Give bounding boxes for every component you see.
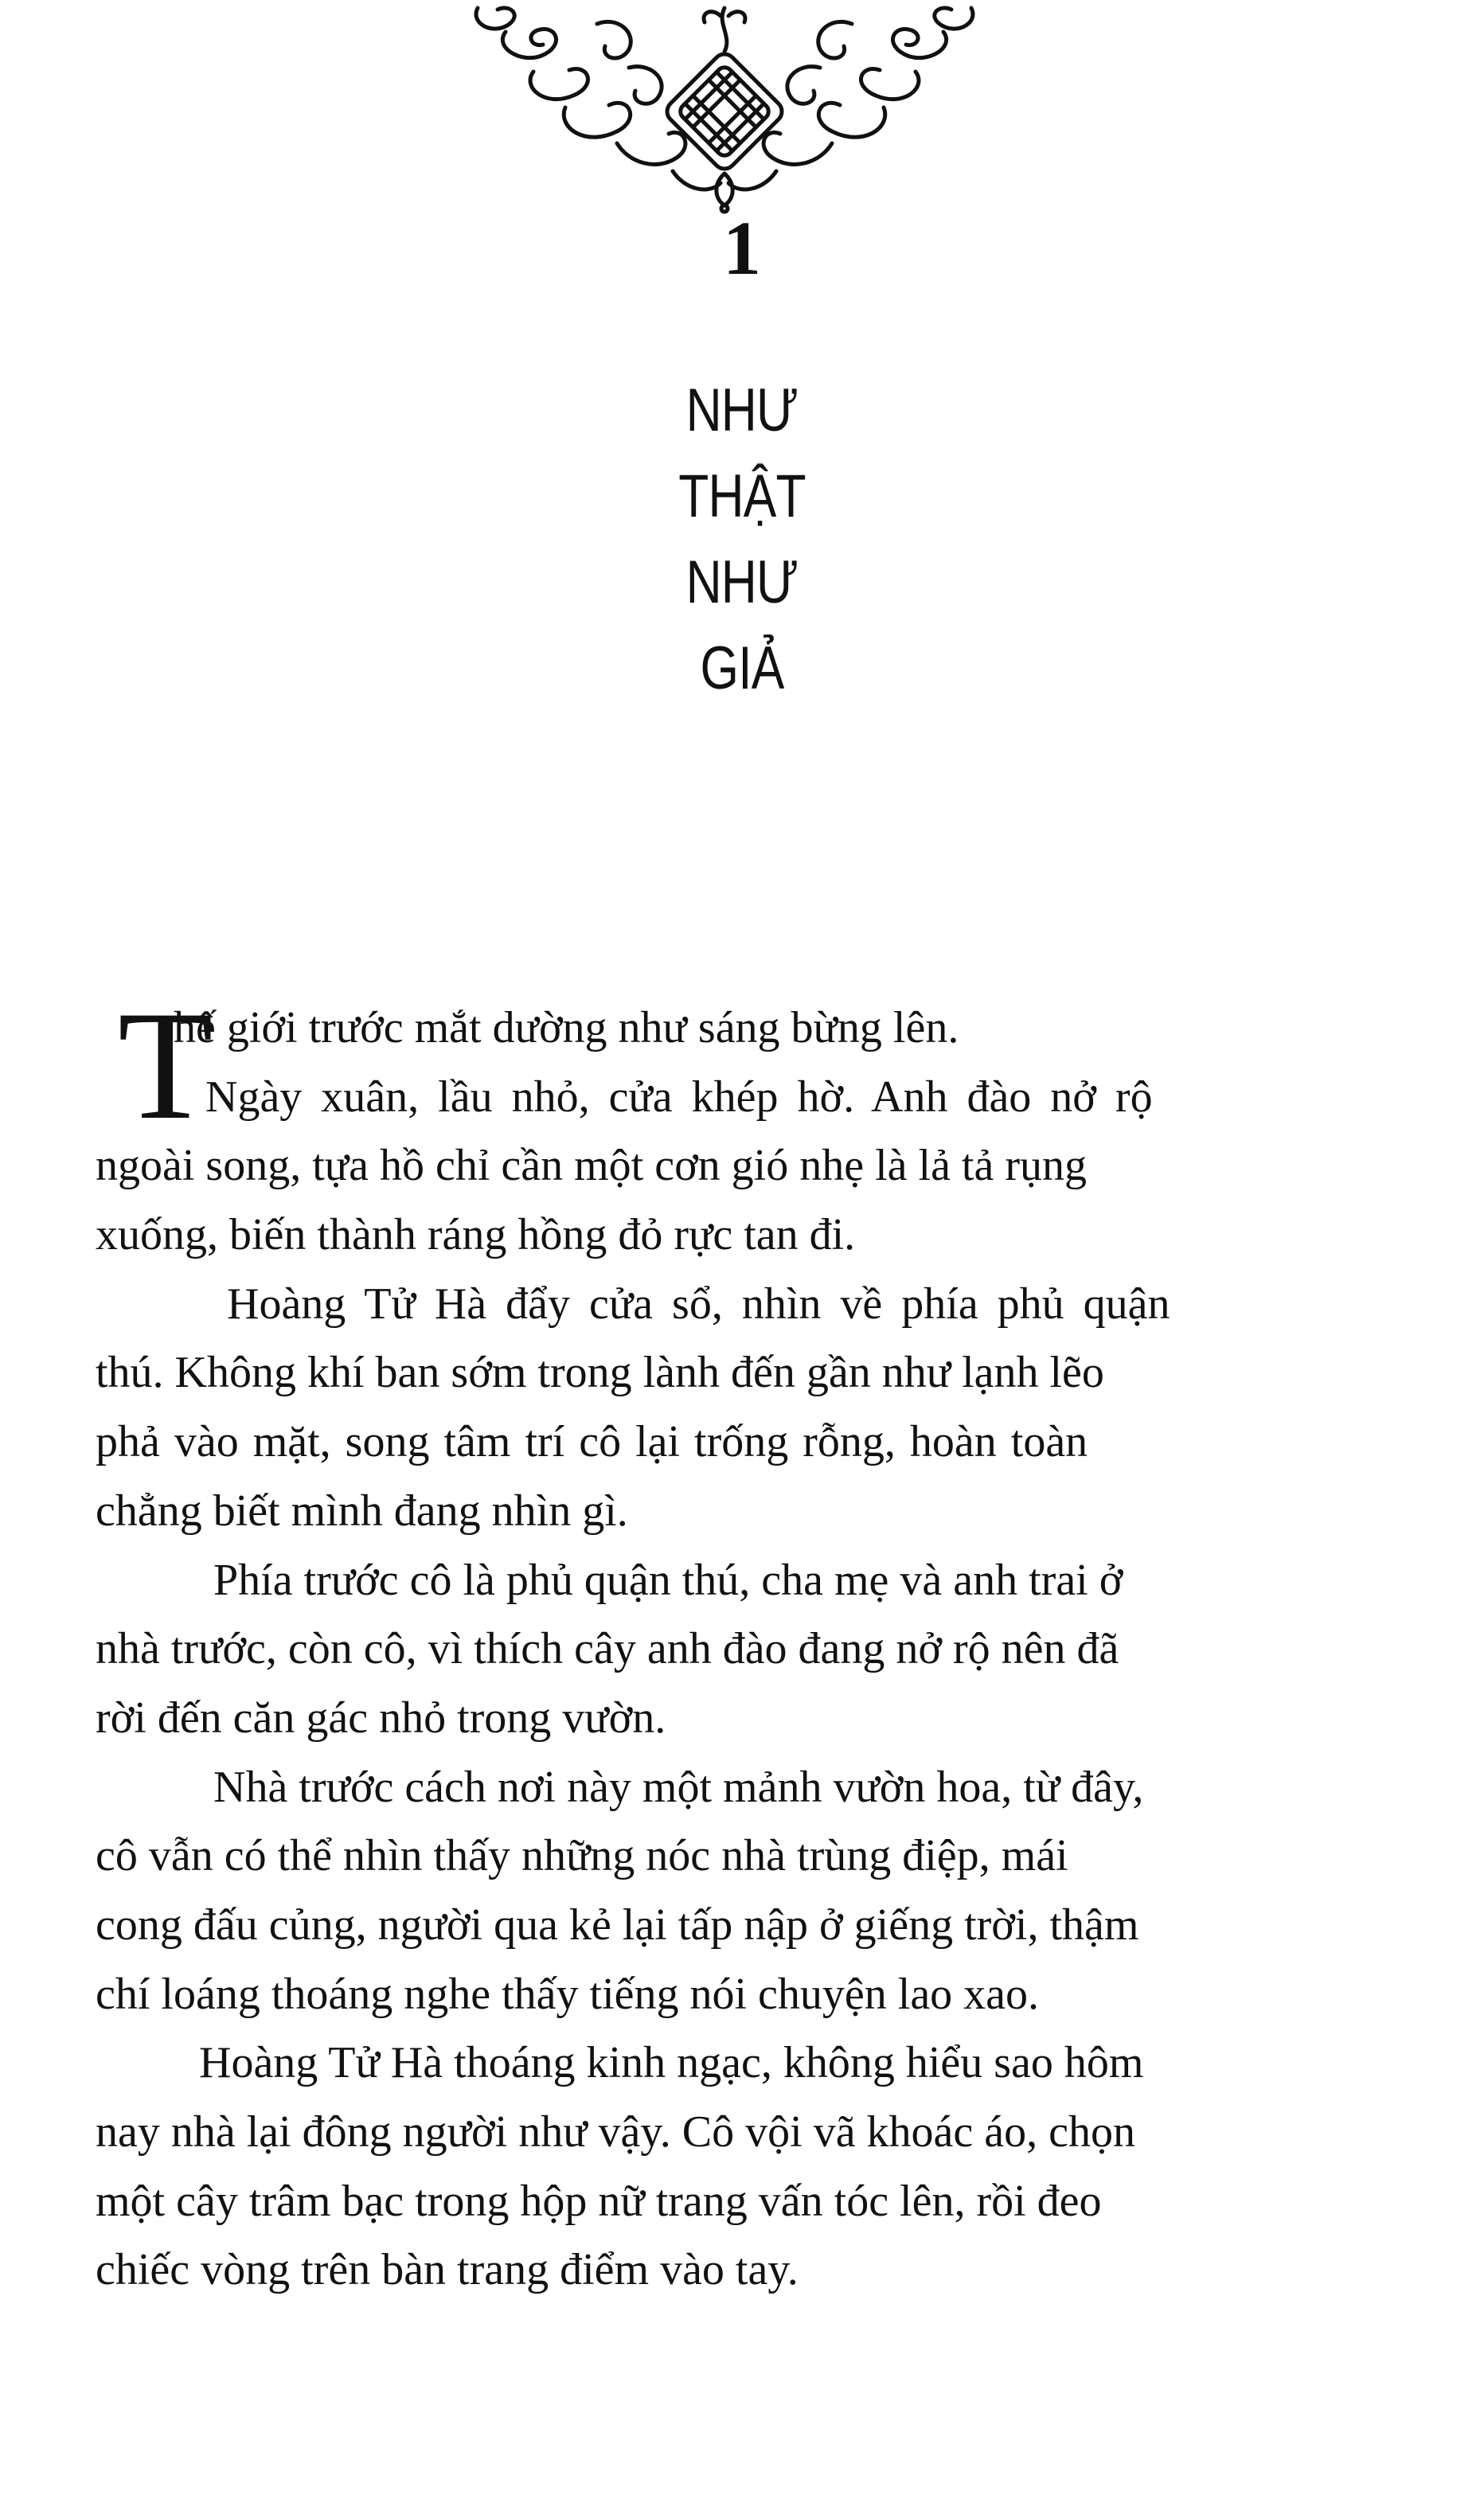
text-line: rời đến căn gác nhỏ trong vườn. (96, 1693, 666, 1743)
text-line: một cây trâm bạc trong hộp nữ trang vấn tóc lên, rồi đeo (96, 2176, 1102, 2226)
paragraph (96, 979, 1338, 1270)
chapter-title-line: NHƯ (685, 377, 799, 444)
chapter-body (96, 979, 1338, 2305)
text-line: Hoàng Tử Hà thoáng kinh ngạc, không hiểu sao hôm (199, 2038, 1144, 2088)
text-line: cong đấu củng, người qua kẻ lại tấp nập ở giếng trời, thậm (96, 1900, 1139, 1950)
text-line: ngoài song, tựa hồ chỉ cần một cơn gió nhẹ là lả tả rụng (96, 1141, 1087, 1191)
text-line: chí loáng thoáng nghe thấy tiếng nói chuyện lao xao. (96, 1969, 1040, 2019)
chapter-number: 1 (723, 205, 761, 291)
text-line: hế giới trước mắt dường như sáng bừng lên. (174, 1003, 959, 1052)
text-line: Hoàng Tử Hà đẩy cửa sổ, nhìn về phía phủ quận (227, 1279, 1170, 1329)
paragraph (96, 1546, 1338, 1753)
text-line: chẳng biết mình đang nhìn gì. (96, 1486, 628, 1536)
text-line: phả vào mặt, song tâm trí cô lại trống rỗng, hoàn toàn (96, 1417, 1088, 1467)
paragraph (96, 2029, 1338, 2305)
endless-knot-ornament (446, 0, 1003, 215)
text-line: cô vẫn có thể nhìn thấy những nóc nhà trùng điệp, mái (96, 1831, 1068, 1881)
text-line: chiếc vòng trên bàn trang điểm vào tay. (96, 2245, 799, 2295)
chapter-title-line: THẬT (678, 463, 806, 530)
chapter-title-line: GIẢ (700, 635, 784, 702)
paragraph (96, 1270, 1338, 1546)
chapter-title-line: NHƯ (685, 549, 799, 616)
text-line: thú. Không khí ban sớm trong lành đến gần như lạnh lẽo (96, 1348, 1104, 1398)
text-line: Phía trước cô là phủ quận thú, cha mẹ và anh trai ở (213, 1555, 1123, 1605)
text-line: Ngày xuân, lầu nhỏ, cửa khép hờ. Anh đào nở rộ (205, 1072, 1153, 1122)
drop-cap: T (118, 979, 213, 1152)
text-line: xuống, biến thành ráng hồng đỏ rực tan đi. (96, 1210, 856, 1260)
text-line: nhà trước, còn cô, vì thích cây anh đào đang nở rộ nên đã (96, 1624, 1119, 1674)
chapter-title (0, 368, 1484, 712)
text-line: Nhà trước cách nơi này một mảnh vườn hoa, từ đây, (213, 1762, 1144, 1812)
paragraph (96, 1753, 1338, 2029)
text-line: nay nhà lại đông người như vậy. Cô vội vã khoác áo, chọn (96, 2107, 1135, 2157)
